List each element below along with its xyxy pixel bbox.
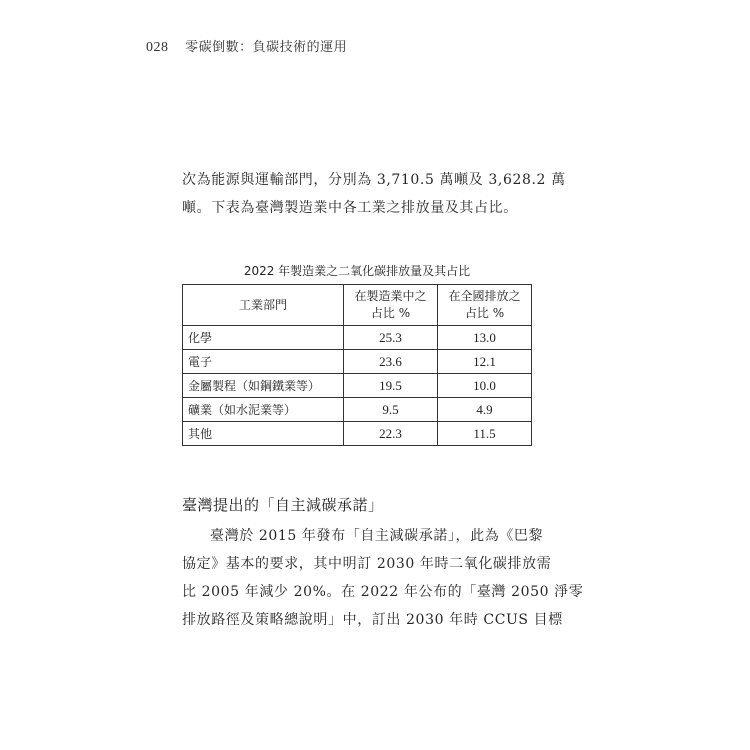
sector-cell: 其他 [183, 422, 344, 446]
table-row [183, 422, 532, 446]
paragraph-line: 協定》基本的要求，其中明訂 2030 年時二氧化碳排放需 [182, 556, 552, 572]
manufacturing-share-cell: 19.5 [344, 374, 438, 398]
manufacturing-share-cell: 23.6 [344, 350, 438, 374]
paragraph-line: 排放路徑及策略總說明」中，訂出 2030 年時 CCUS 目標 [182, 612, 563, 628]
national-share-cell: 13.0 [438, 326, 532, 350]
table-row [183, 326, 532, 350]
table-row [183, 374, 532, 398]
national-share-cell: 11.5 [438, 422, 532, 446]
national-share-cell: 12.1 [438, 350, 532, 374]
section-heading: 臺灣提出的「自主減碳承諾」 [182, 496, 384, 514]
table-row [183, 350, 532, 374]
page-number: 028 [146, 40, 169, 55]
national-share-cell: 10.0 [438, 374, 532, 398]
national-share-cell: 4.9 [438, 398, 532, 422]
sector-cell: 礦業（如水泥業等） [183, 398, 344, 422]
header-share-national: 在全國排放之 占比 % [438, 285, 532, 326]
manufacturing-share-cell: 25.3 [344, 326, 438, 350]
sector-cell: 化學 [183, 326, 344, 350]
section-paragraph [182, 522, 584, 634]
header-sector: 工業部門 [183, 285, 344, 326]
manufacturing-share-cell: 9.5 [344, 398, 438, 422]
table-row [183, 398, 532, 422]
table-caption: 2022 年製造業之二氧化碳排放量及其占比 [243, 264, 471, 278]
running-header [146, 36, 347, 56]
paragraph-line: 臺灣於 2015 年發布「自主減碳承諾」，此為《巴黎 [210, 528, 544, 544]
book-title: 零碳倒數：負碳技術的運用 [185, 40, 348, 55]
header-share-manufacturing: 在製造業中之 占比 % [344, 285, 438, 326]
manufacturing-share-cell: 22.3 [344, 422, 438, 446]
intro-paragraph [182, 166, 566, 222]
paragraph-line: 比 2005 年減少 20%。在 2022 年公布的「臺灣 2050 淨零 [182, 584, 584, 600]
emissions-table [182, 284, 532, 446]
sector-cell: 金屬製程（如鋼鐵業等） [183, 374, 344, 398]
paragraph-line: 噸。下表為臺灣製造業中各工業之排放量及其占比。 [182, 200, 518, 216]
table-header-row [183, 285, 532, 326]
paragraph-line: 次為能源與運輸部門，分別為 3,710.5 萬噸及 3,628.2 萬 [182, 172, 566, 188]
sector-cell: 電子 [183, 350, 344, 374]
